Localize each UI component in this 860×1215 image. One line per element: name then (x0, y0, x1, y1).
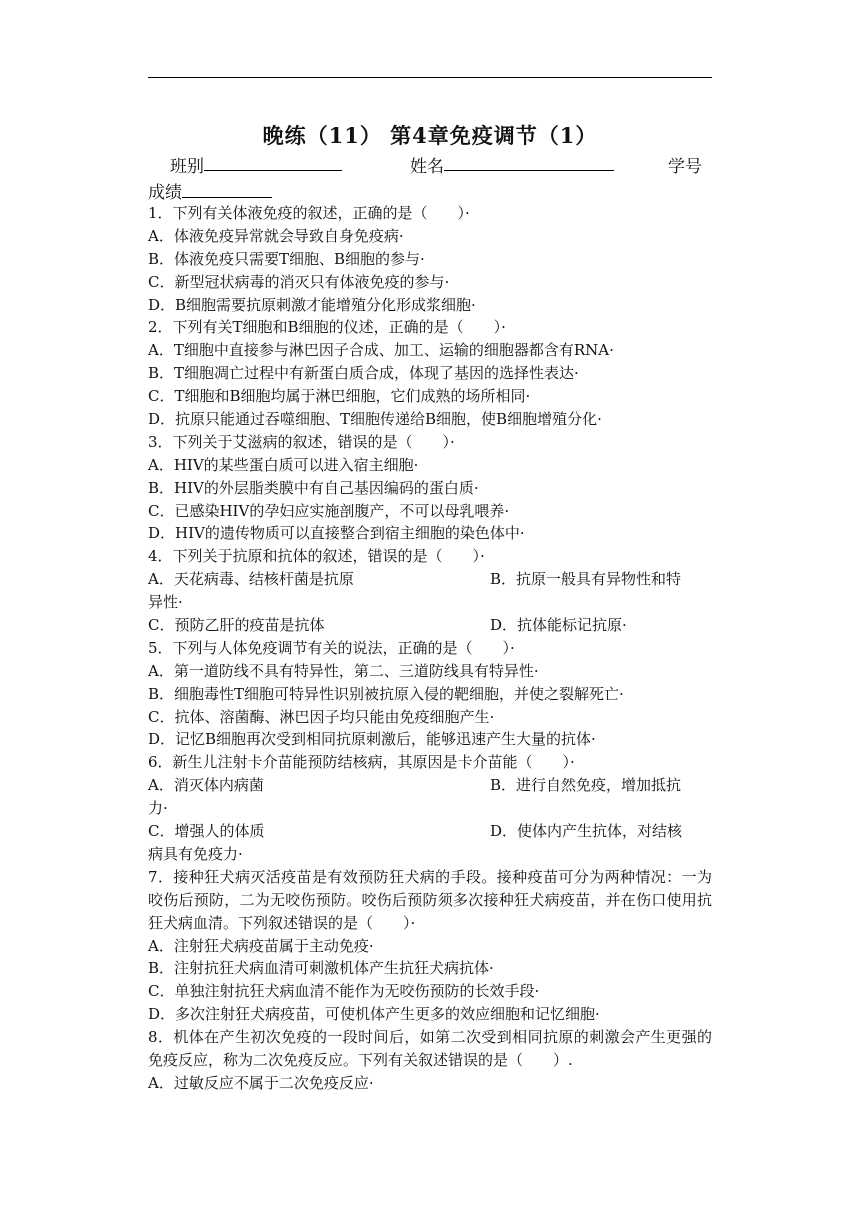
option-row (148, 774, 712, 797)
option-a: A．HIV的某些蛋白质可以进入宿主细胞· (148, 455, 419, 474)
option-d: D．记忆B细胞再次受到相同抗原刺激后，能够迅速产生大量的抗体· (148, 730, 596, 749)
option-a: A．第一道防线不具有特异性，第二、三道防线具有特异性· (148, 661, 539, 680)
option-b: B．细胞毒性T细胞可特异性识别被抗原入侵的靶细胞，并使之裂解死亡· (148, 684, 624, 703)
option-row (148, 820, 712, 843)
option-a: A．注射狂犬病疫苗属于主动免疫· (148, 936, 374, 955)
question-stem: 4．下列关于抗原和抗体的叙述，错误的是（ ）· (148, 547, 485, 566)
option-b: B．进行自然免疫，增加抵抗 (490, 776, 682, 795)
question-stem: 6．新生儿注射卡介苗能预防结核病，其原因是卡介苗能（ ）· (148, 753, 575, 772)
question-stem: 1．下列有关体液免疫的叙述，正确的是（ ）· (148, 204, 470, 222)
class-blank[interactable] (204, 152, 342, 171)
option-c: C．已感染HIV的孕妇应实施剖腹产，不可以母乳喂养· (148, 501, 510, 520)
score-blank[interactable] (182, 179, 272, 198)
class-field (170, 152, 204, 177)
option-row (148, 614, 712, 637)
option-a: A．T细胞中直接参与淋巴因子合成、加工、运输的细胞器都含有RNA· (148, 341, 614, 360)
option-c: C．单独注射抗狂犬病血清不能作为无咬伤预防的长效手段· (148, 982, 540, 1001)
page-title: 晚练（11） 第4章免疫调节（1） (262, 123, 598, 148)
option-d: D．多次注射狂犬病疫苗，可使机体产生更多的效应细胞和记忆细胞· (148, 1005, 600, 1024)
option-c: C．预防乙肝的疫苗是抗体 (148, 616, 325, 635)
student-info-line (148, 152, 712, 176)
option-c: C．抗体、溶菌酶、淋巴因子均只能由免疫细胞产生· (148, 707, 495, 726)
option-b: B．T细胞凋亡过程中有新蛋白质合成，体现了基因的选择性表达· (148, 364, 579, 383)
score-field (148, 178, 272, 203)
option-row (148, 568, 712, 591)
name-field (410, 152, 444, 177)
option-d: D．抗体能标记抗原· (490, 616, 627, 635)
option-b-continued: 异性· (148, 593, 183, 612)
question-stem: 5．下列与人体免疫调节有关的说法，正确的是（ ）· (148, 638, 515, 657)
question-stem: 3．下列关于艾滋病的叙述，错误的是（ ）· (148, 432, 455, 451)
option-b-continued: 力· (148, 799, 168, 818)
option-a: A．消灭体内病菌 (148, 776, 264, 795)
question-list (148, 202, 712, 1095)
question-stem: 7．接种狂犬病灭活疫苗是有效预防狂犬病的手段。接种疫苗可分为两种情况：一为咬伤后预防，二为无咬伤预防。咬伤后预防须多次接种狂犬病疫苗，并在伤口使用抗狂犬病血清。下列叙述错误的是（ ）· (148, 867, 712, 932)
option-d: D．使体内产生抗体，对结核 (490, 822, 683, 841)
option-d: D．B细胞需要抗原刺激才能增殖分化形成浆细胞· (148, 295, 476, 314)
score-label: 成绩 (148, 183, 182, 203)
id-label: 学号 (668, 157, 702, 177)
option-c: C．T细胞和B细胞均属于淋巴细胞，它们成熟的场所相同· (148, 387, 531, 406)
name-label: 姓名 (410, 157, 444, 177)
header-rule (148, 77, 712, 78)
name-blank[interactable] (444, 152, 614, 171)
option-b: B．HIV的外层脂类膜中有自己基因编码的蛋白质· (148, 478, 479, 497)
option-d: D．HIV的遗传物质可以直接整合到宿主细胞的染色体中· (148, 524, 525, 543)
class-label: 班别 (170, 157, 204, 177)
option-a: A．天花病毒、结核杆菌是抗原 (148, 570, 354, 589)
option-d-continued: 病具有免疫力· (148, 844, 243, 863)
option-a: A．过敏反应不属于二次免疫反应· (148, 1073, 374, 1092)
option-c: C．新型冠状病毒的消灭只有体液免疫的参与· (148, 272, 450, 291)
option-b: B．抗原一般具有异物性和特 (490, 570, 682, 589)
question-stem: 8．机体在产生初次免疫的一段时间后，如第二次受到相同抗原的刺激会产生更强的免疫反应，称为二次免疫反应。下列有关叙述错误的是（ ）. (148, 1028, 712, 1070)
option-d: D．抗原只能通过吞噬细胞、T细胞传递给B细胞，使B细胞增殖分化· (148, 410, 602, 429)
option-b: B．注射抗狂犬病血清可刺激机体产生抗狂犬病抗体· (148, 959, 494, 978)
option-b: B．体液免疫只需要T细胞、B细胞的参与· (148, 249, 425, 268)
option-c: C．增强人的体质 (148, 822, 265, 841)
option-a: A．体液免疫异常就会导致自身免疫病· (148, 226, 404, 245)
question-stem: 2．下列有关T细胞和B细胞的仪述，正确的是（ ）· (148, 318, 506, 337)
